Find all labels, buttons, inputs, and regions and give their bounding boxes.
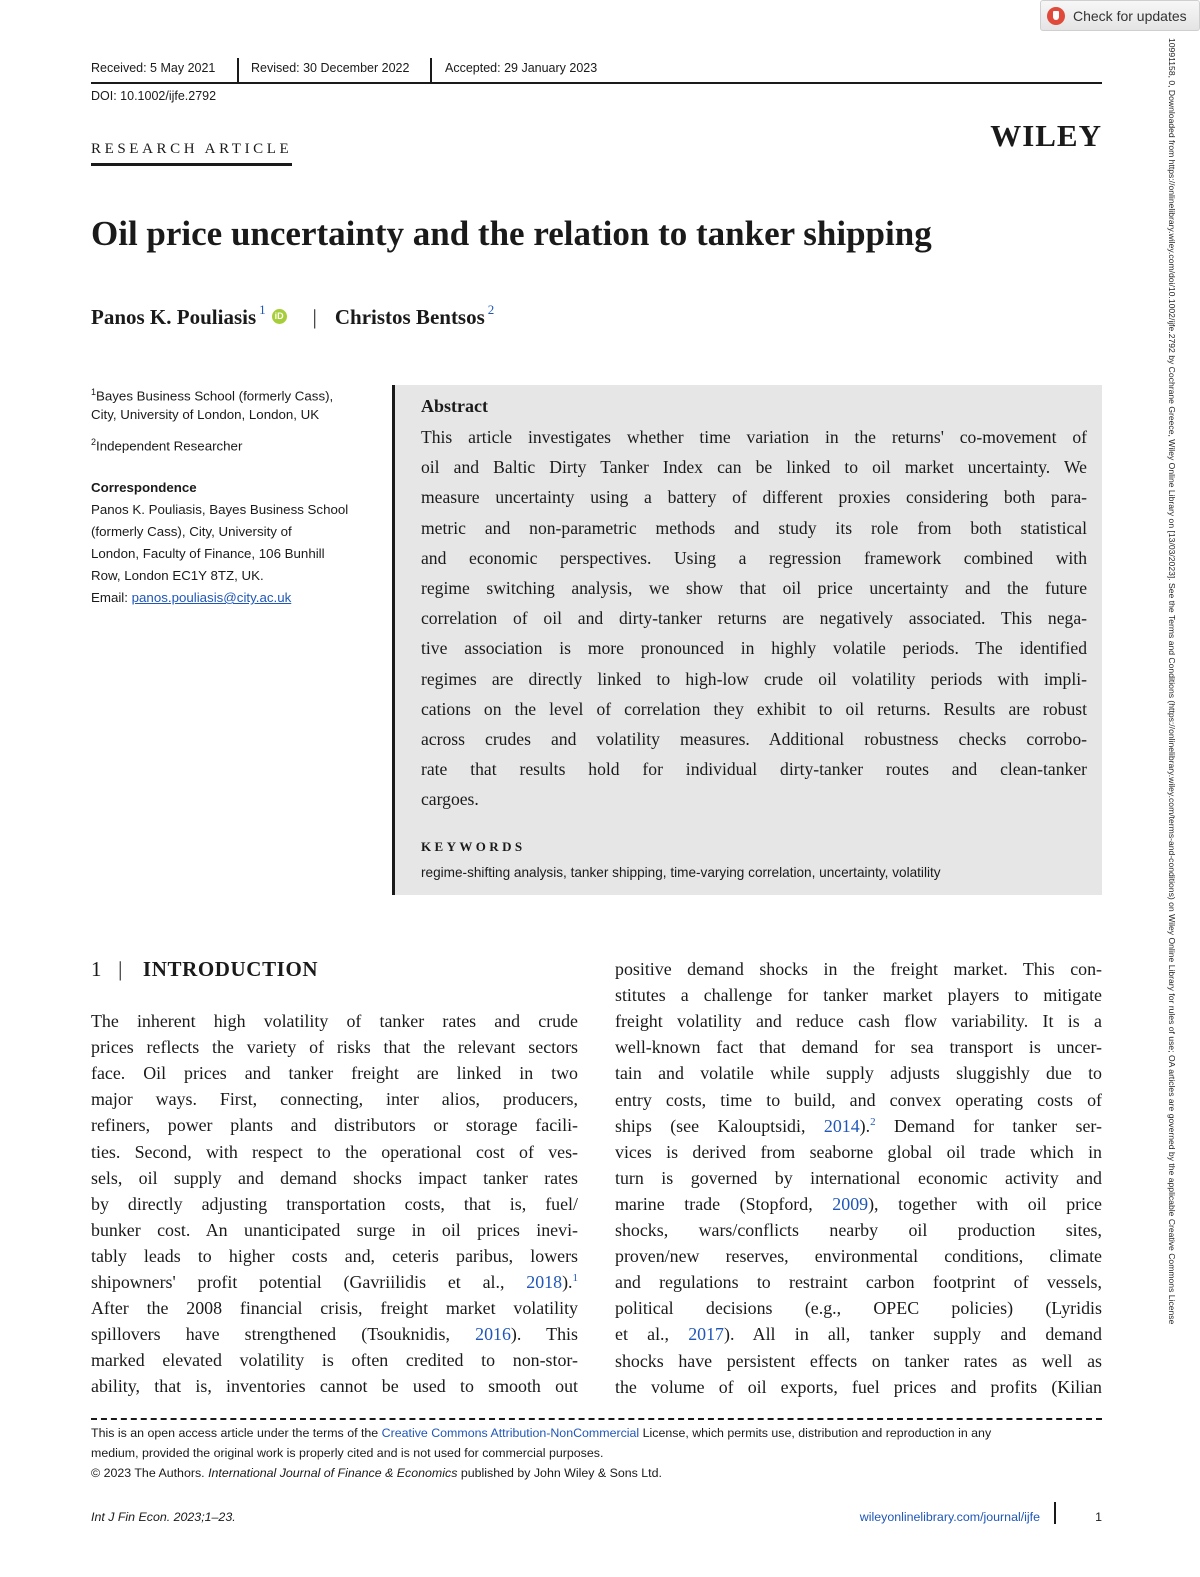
article-history-bar (91, 58, 1102, 84)
correspondence-heading: Correspondence (91, 480, 197, 495)
divider (430, 58, 432, 82)
text-run: bunker cost. An unanticipated surge in oil prices inevi- (91, 1219, 578, 1240)
text-run: shocks, wars/conflicts nearby oil production sites, (615, 1220, 1102, 1240)
correspondence-line: Row, London EC1Y 8TZ, UK. (91, 568, 264, 583)
body-text-line (91, 1194, 578, 1215)
author-name[interactable]: Christos Bentsos (334, 305, 485, 329)
text-run: by directly adjusting transportation costs, that is, fuel/ (91, 1193, 578, 1214)
body-text-line (615, 985, 1102, 1006)
body-text-line (91, 1089, 578, 1110)
body-text-line (615, 1011, 1102, 1032)
abstract-line: rate that results hold for individual dirty-tanker routes and clean-tanker (421, 759, 1087, 780)
section-heading (91, 957, 318, 982)
body-text-line (91, 1115, 578, 1136)
text-run: ). This (510, 1324, 578, 1345)
accepted-date: Accepted: 29 January 2023 (445, 61, 598, 75)
abstract-line: across crudes and volatility measures. Additional robustness checks corrobo- (421, 729, 1087, 749)
revised-date: Revised: 30 December 2022 (251, 61, 410, 75)
text-run: vices is derived from seaborne global oil trade which in (615, 1141, 1102, 1162)
body-text-line (91, 1063, 578, 1084)
email-label: Email: (91, 590, 132, 605)
body-text-line (91, 1168, 578, 1189)
text-run: marine trade (Stopford, (615, 1193, 833, 1214)
text-run: After the 2008 financial crisis, freight market volatility (91, 1298, 578, 1319)
text-run: freight volatility and reduce cash flow variability. It is a (615, 1011, 1102, 1032)
correspondence-line: London, Faculty of Finance, 106 Bunhill (91, 546, 325, 561)
abstract-line: This article investigates whether time variation in the returns' co-movement of (421, 427, 1087, 447)
body-text-line (91, 1324, 578, 1345)
journal-name: International Journal of Finance & Economics (208, 1466, 458, 1480)
license-text: This is an open access article under the terms of the (91, 1426, 382, 1440)
journal-citation: Int J Fin Econ. 2023;1–23. (91, 1510, 236, 1524)
body-text-line (91, 1220, 578, 1241)
body-text-line (615, 1116, 1102, 1137)
divider (1054, 1502, 1056, 1524)
author-name[interactable]: Panos K. Pouliasis (91, 305, 257, 329)
affiliation-number: 1 (91, 387, 97, 397)
abstract-line: cargoes. (421, 789, 479, 810)
copyright-notice (91, 1466, 662, 1480)
body-text-line (615, 1377, 1102, 1398)
body-text-line (615, 1063, 1102, 1084)
footnote-marker[interactable]: 1 (572, 1272, 578, 1285)
journal-url-link[interactable]: wileyonlinelibrary.com/journal/ijfe (859, 1510, 1040, 1524)
body-text-line (91, 1298, 578, 1319)
body-text-line (91, 1272, 578, 1293)
citation-link[interactable]: 2009 (832, 1193, 869, 1214)
text-run: sels, oil supply and demand shocks impact tanker rates (91, 1167, 578, 1188)
license-text: License, which permits use, distribution and reproduction in any (639, 1426, 992, 1440)
body-text-line (615, 1194, 1102, 1215)
check-for-updates-button[interactable] (1040, 0, 1200, 31)
correspondence-email (91, 587, 291, 609)
article-title: Oil price uncertainty and the relation to tanker shipping (91, 214, 932, 253)
copyright-text: published by John Wiley & Sons Ltd. (457, 1466, 662, 1480)
citation-link[interactable]: 2014 (823, 1115, 860, 1136)
citation-link[interactable]: 2018 (526, 1272, 563, 1292)
citation-link[interactable]: 2016 (475, 1324, 511, 1345)
body-text-line (615, 1298, 1102, 1319)
page-number: 1 (1095, 1510, 1102, 1524)
wiley-logo: WILEY (990, 118, 1102, 153)
text-run: the volume of oil exports, fuel prices and profits (Kilian (615, 1376, 1102, 1397)
body-text-line (91, 1376, 578, 1397)
section-separator: | (118, 957, 123, 981)
text-run: stitutes a challenge for tanker market players to mitigate (615, 985, 1102, 1006)
body-text-line (91, 1350, 578, 1371)
license-notice (91, 1426, 991, 1440)
text-run: ties. Second, with respect to the operational cost of ves- (91, 1141, 578, 1162)
text-run: positive demand shocks in the freight market. This con- (615, 959, 1102, 979)
affiliation-marker[interactable]: 2 (487, 302, 495, 317)
text-run: face. Oil prices and tanker freight are linked in two (91, 1063, 578, 1084)
affiliation-line: Bayes Business School (formerly Cass), (96, 388, 334, 404)
text-run: ), together with oil price (868, 1193, 1102, 1214)
text-run: ). (859, 1115, 871, 1136)
correspondence-line: (formerly Cass), City, University of (91, 524, 292, 539)
footnote-marker[interactable]: 2 (870, 1115, 876, 1128)
body-text-line (615, 1168, 1102, 1189)
author-separator: | (312, 305, 317, 329)
article-type-label: RESEARCH ARTICLE (91, 141, 292, 166)
text-run: and regulations to restraint carbon footprint of vessels, (615, 1272, 1102, 1293)
body-text-line (615, 1351, 1102, 1372)
abstract-line: cations on the level of correlation they exhibit to oil returns. Results are robust (421, 698, 1087, 719)
citation-link[interactable]: 2017 (688, 1324, 724, 1345)
text-run: ). All in all, tanker supply and demand (724, 1324, 1103, 1345)
body-text-line (615, 1090, 1102, 1111)
footer-divider (91, 1418, 1102, 1420)
abstract-line: correlation of oil and dirty-tanker returns are negatively associated. This nega- (421, 608, 1087, 629)
divider (237, 58, 239, 82)
text-run: well-known fact that demand for sea transport is uncer- (615, 1037, 1102, 1058)
text-run: shipowners' profit potential (Gavriilidis et al., (91, 1272, 527, 1292)
check-for-updates-label: Check for updates (1073, 7, 1187, 24)
correspondence-line: Panos K. Pouliasis, Bayes Business School (91, 502, 349, 517)
text-run: prices reflects the variety of risks that the relevant sectors (91, 1037, 578, 1058)
abstract-line: regime switching analysis, we show that oil price uncertainty and the future (421, 578, 1087, 598)
copyright-text: © 2023 The Authors. (91, 1466, 209, 1480)
download-notice-text: 10991158, 0, Downloaded from https://onlinelibrary.wiley.com/doi/10.1002/ijfe.2792 by Cochrane Greece, Wiley Online Library on [13/03/2023]. See the Terms and Conditions (https://onlinelibrary.wiley.com/terms-and-conditions) on Wiley Online Library for rules of use; OA articles are governed by the applicable Creative Commons License (1167, 38, 1177, 1325)
doi: DOI: 10.1002/ijfe.2792 (91, 89, 217, 103)
text-run: proven/new reserves, environmental conditions, climate (615, 1246, 1102, 1267)
text-run: et al., (615, 1324, 689, 1345)
license-link[interactable]: Creative Commons Attribution-NonCommercial (381, 1426, 640, 1440)
orcid-icon[interactable]: iD (272, 309, 287, 324)
bookmark-icon (1047, 7, 1065, 25)
keywords-heading: KEYWORDS (421, 839, 526, 854)
text-run: turn is governed by international economic activity and (615, 1167, 1102, 1188)
page-footer (91, 1502, 1102, 1530)
text-run: tably leads to higher costs and, ceteris paribus, lowers (91, 1245, 578, 1266)
keywords-list: regime-shifting analysis, tanker shipping, time-varying correlation, uncertainty, volatility (421, 865, 941, 880)
body-text-line (615, 1037, 1102, 1058)
body-text-line (615, 1246, 1102, 1267)
text-run: entry costs, time to build, and convex operating costs of (615, 1089, 1102, 1110)
section-title: INTRODUCTION (142, 957, 319, 981)
body-text-line (615, 1142, 1102, 1163)
body-text-line (91, 1037, 578, 1058)
text-run: refiners, power plants and distributors or storage facili- (91, 1115, 578, 1136)
text-run: Demand for tanker ser- (875, 1115, 1102, 1136)
text-run: political decisions (e.g., OPEC policies) (Lyridis (615, 1298, 1102, 1319)
affiliation (91, 432, 242, 457)
text-run: ). (562, 1272, 573, 1292)
body-text-line (91, 1246, 578, 1267)
license-text: medium, provided the original work is properly cited and is not used for commercial purposes. (91, 1446, 604, 1460)
affiliation-marker[interactable]: 1 (259, 302, 266, 317)
affiliation-number: 2 (91, 437, 97, 447)
abstract-line: measure uncertainty using a battery of different proxies considering both para- (421, 487, 1087, 508)
author-list (91, 302, 495, 330)
abstract-line: metric and non-parametric methods and study its role from both statistical (421, 517, 1087, 538)
abstract-line: regimes are directly linked to high-low crude oil volatility periods with impli- (421, 668, 1087, 689)
affiliation-line: Independent Researcher (96, 438, 243, 454)
text-run: The inherent high volatility of tanker rates and crude (91, 1011, 578, 1031)
section-number: 1 (91, 957, 103, 981)
text-run: ships (see Kalouptsidi, (615, 1115, 824, 1136)
body-text-line (615, 1272, 1102, 1293)
body-text-line (615, 1220, 1102, 1241)
body-text-line (91, 1142, 578, 1163)
body-text-line (615, 959, 1102, 980)
affiliation-line: City, University of London, London, UK (91, 407, 320, 422)
text-run: tain and volatile while supply adjusts sluggishly due to (615, 1063, 1102, 1084)
text-run: spillovers have strengthened (Tsouknidis, (91, 1324, 476, 1345)
abstract-line: oil and Baltic Dirty Tanker Index can be linked to oil market uncertainty. We (421, 457, 1087, 478)
text-run: marked elevated volatility is often credited to non-stor- (91, 1350, 578, 1371)
text-run: major ways. First, connecting, inter alios, producers, (91, 1089, 578, 1110)
download-notice (1163, 38, 1177, 1538)
body-text-line (615, 1324, 1102, 1345)
text-run: ability, that is, inventories cannot be used to smooth out (91, 1376, 578, 1397)
body-text-line (91, 1011, 578, 1032)
text-run: shocks have persistent effects on tanker rates as well as (615, 1350, 1102, 1371)
abstract-line: tive association is more pronounced in highly volatile periods. The identified (421, 638, 1087, 659)
abstract-heading: Abstract (421, 396, 488, 416)
abstract-line: and economic perspectives. Using a regression framework combined with (421, 547, 1087, 568)
email-link[interactable]: panos.pouliasis@city.ac.uk (131, 590, 292, 605)
received-date: Received: 5 May 2021 (91, 61, 216, 75)
